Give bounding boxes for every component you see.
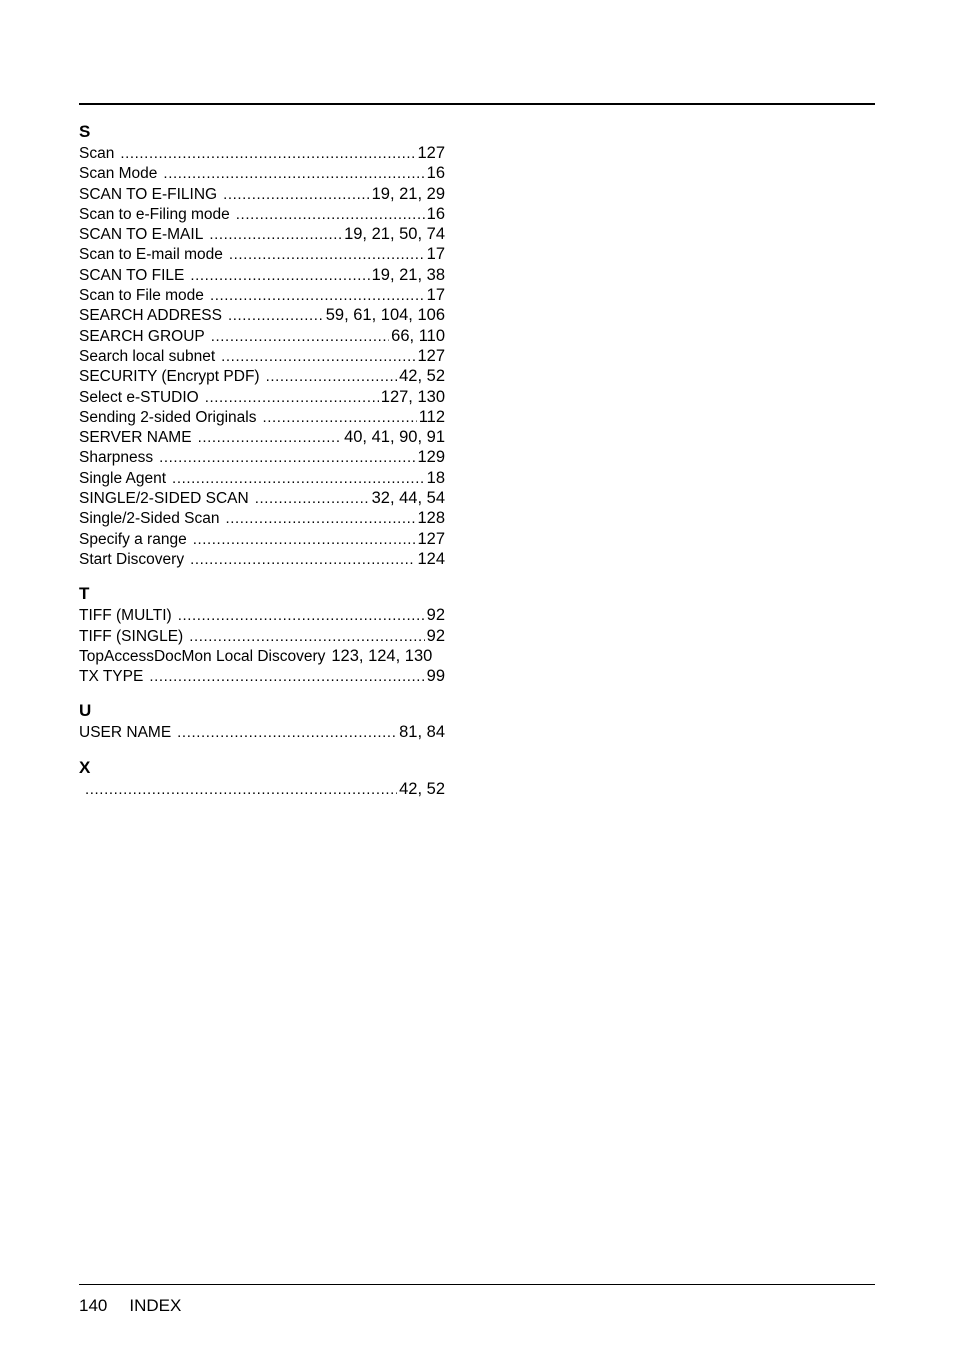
- page-references: 92: [426, 606, 445, 625]
- page-references: 127: [417, 346, 445, 365]
- index-entry: [79, 163, 445, 183]
- dot-leader: [210, 286, 425, 306]
- index-entry: [79, 626, 445, 646]
- footer-section-title: INDEX: [129, 1296, 182, 1315]
- dot-leader: [228, 306, 324, 326]
- index-entry: [79, 387, 445, 407]
- dot-leader: [172, 469, 425, 489]
- index-term: SCAN TO E-MAIL: [79, 226, 204, 244]
- dot-leader: [225, 509, 415, 529]
- page-references: 123, 124, 130: [331, 646, 433, 665]
- index-term: Specify a range: [79, 530, 187, 548]
- index-term: SEARCH GROUP: [79, 327, 205, 345]
- page-references: 42, 52: [399, 779, 445, 798]
- dot-leader: [178, 606, 425, 626]
- page-references: 127: [417, 529, 445, 548]
- page-references: 18: [426, 468, 445, 487]
- index-entry: [79, 285, 445, 305]
- index-entry: [79, 305, 445, 325]
- index-term: SCAN TO E-FILING: [79, 185, 218, 203]
- index-entry: [79, 549, 445, 569]
- index-entry: [79, 646, 469, 666]
- page-number: 140: [79, 1296, 108, 1315]
- section-letter: X: [79, 757, 91, 777]
- index-section-s: [79, 121, 445, 569]
- index-term: Sending 2-sided Originals: [79, 408, 257, 426]
- index-entry: [79, 666, 445, 686]
- index-column: [79, 121, 445, 813]
- index-entry: [79, 488, 445, 508]
- index-entry: [79, 265, 445, 285]
- index-entry: [79, 529, 445, 549]
- dot-leader: [223, 185, 370, 205]
- index-term: Start Discovery: [79, 550, 185, 568]
- index-entry: [79, 407, 445, 427]
- dot-leader: [263, 408, 417, 428]
- page-references: 81, 84: [399, 723, 445, 742]
- index-term: SECURITY (Encrypt PDF): [79, 368, 260, 386]
- page-references: 99: [426, 667, 445, 686]
- section-letter: U: [79, 701, 92, 721]
- page-references: 66, 110: [391, 326, 445, 345]
- index-term: TIFF (SINGLE): [79, 627, 184, 645]
- index-term: Scan to e-Filing mode: [79, 205, 230, 223]
- page-references: 129: [417, 448, 445, 467]
- page-references: 127, 130: [380, 387, 445, 406]
- dot-leader: [120, 144, 415, 164]
- dot-leader: [149, 667, 424, 687]
- page-references: 17: [426, 286, 445, 305]
- dot-leader: [236, 205, 425, 225]
- index-term: Scan: [79, 145, 115, 162]
- page-references: 92: [426, 626, 445, 645]
- index-entry: [79, 779, 445, 799]
- index-term: Select e-STUDIO: [79, 388, 199, 406]
- index-term: TIFF (MULTI): [79, 607, 172, 625]
- footer-rule: [79, 1284, 875, 1285]
- index-entry: [79, 427, 445, 447]
- index-entry: [79, 143, 445, 163]
- dot-leader: [193, 530, 416, 550]
- page-references: 42, 52: [399, 367, 445, 386]
- header-rule: [79, 103, 875, 105]
- index-entry: [79, 508, 445, 528]
- page-references: 32, 44, 54: [371, 489, 445, 508]
- dot-leader: [189, 627, 424, 647]
- page-references: 128: [417, 509, 445, 528]
- index-term: SCAN TO FILE: [79, 266, 185, 284]
- dot-leader: [190, 266, 369, 286]
- index-entry: [79, 447, 445, 467]
- index-term: SEARCH ADDRESS: [79, 307, 222, 325]
- dot-leader: [205, 388, 379, 408]
- index-term: TopAccessDocMon Local Discovery: [79, 647, 326, 665]
- page-references: 17: [426, 245, 445, 264]
- index-entry: [79, 468, 445, 488]
- page-references: 127: [417, 144, 445, 162]
- index-term: Scan to E-mail mode: [79, 246, 223, 264]
- page-references: 59, 61, 104, 106: [325, 306, 445, 325]
- index-entry: [79, 605, 445, 625]
- dot-leader: [190, 550, 415, 570]
- page-references: 16: [426, 204, 445, 223]
- index-entry: [79, 204, 445, 224]
- index-term: Scan to File mode: [79, 287, 204, 305]
- page-footer: [79, 1295, 181, 1317]
- index-term: SINGLE/2-SIDED SCAN: [79, 490, 249, 508]
- dot-leader: [266, 367, 398, 387]
- page-references: 19, 21, 50, 74: [344, 225, 445, 244]
- dot-leader: [255, 489, 370, 509]
- index-entry: [79, 184, 445, 204]
- index-entry: [79, 346, 445, 366]
- dot-leader: [159, 448, 415, 468]
- index-term: USER NAME: [79, 724, 172, 742]
- page-references: 16: [426, 164, 445, 183]
- index-section-t: [79, 583, 445, 686]
- section-letter: S: [79, 122, 91, 141]
- index-entry: [79, 366, 445, 386]
- dot-leader: [209, 225, 342, 245]
- dot-leader: [221, 347, 415, 367]
- dot-leader: [85, 780, 397, 800]
- index-section-x: [79, 757, 445, 799]
- page-references: 124: [417, 549, 445, 568]
- dot-leader: [177, 723, 397, 743]
- index-entry: [79, 224, 445, 244]
- index-term: Search local subnet: [79, 347, 216, 365]
- dot-leader: [229, 245, 425, 265]
- section-letter: T: [79, 584, 90, 604]
- dot-leader: [198, 428, 343, 448]
- dot-leader: [211, 327, 389, 347]
- dot-leader: [163, 164, 424, 184]
- index-term: Single/2-Sided Scan: [79, 510, 220, 528]
- index-term: TX TYPE: [79, 668, 144, 686]
- index-entry: [79, 326, 445, 346]
- index-entry: [79, 722, 445, 742]
- index-section-u: [79, 700, 445, 742]
- page-references: 19, 21, 38: [371, 265, 445, 284]
- page-references: 112: [418, 407, 445, 426]
- page-references: 19, 21, 29: [371, 184, 445, 203]
- index-entry: [79, 244, 445, 264]
- index-term: Scan Mode: [79, 165, 158, 183]
- index-term: Single Agent: [79, 469, 167, 487]
- index-term: SERVER NAME: [79, 429, 192, 447]
- index-term: Sharpness: [79, 449, 154, 467]
- page-references: 40, 41, 90, 91: [344, 428, 445, 447]
